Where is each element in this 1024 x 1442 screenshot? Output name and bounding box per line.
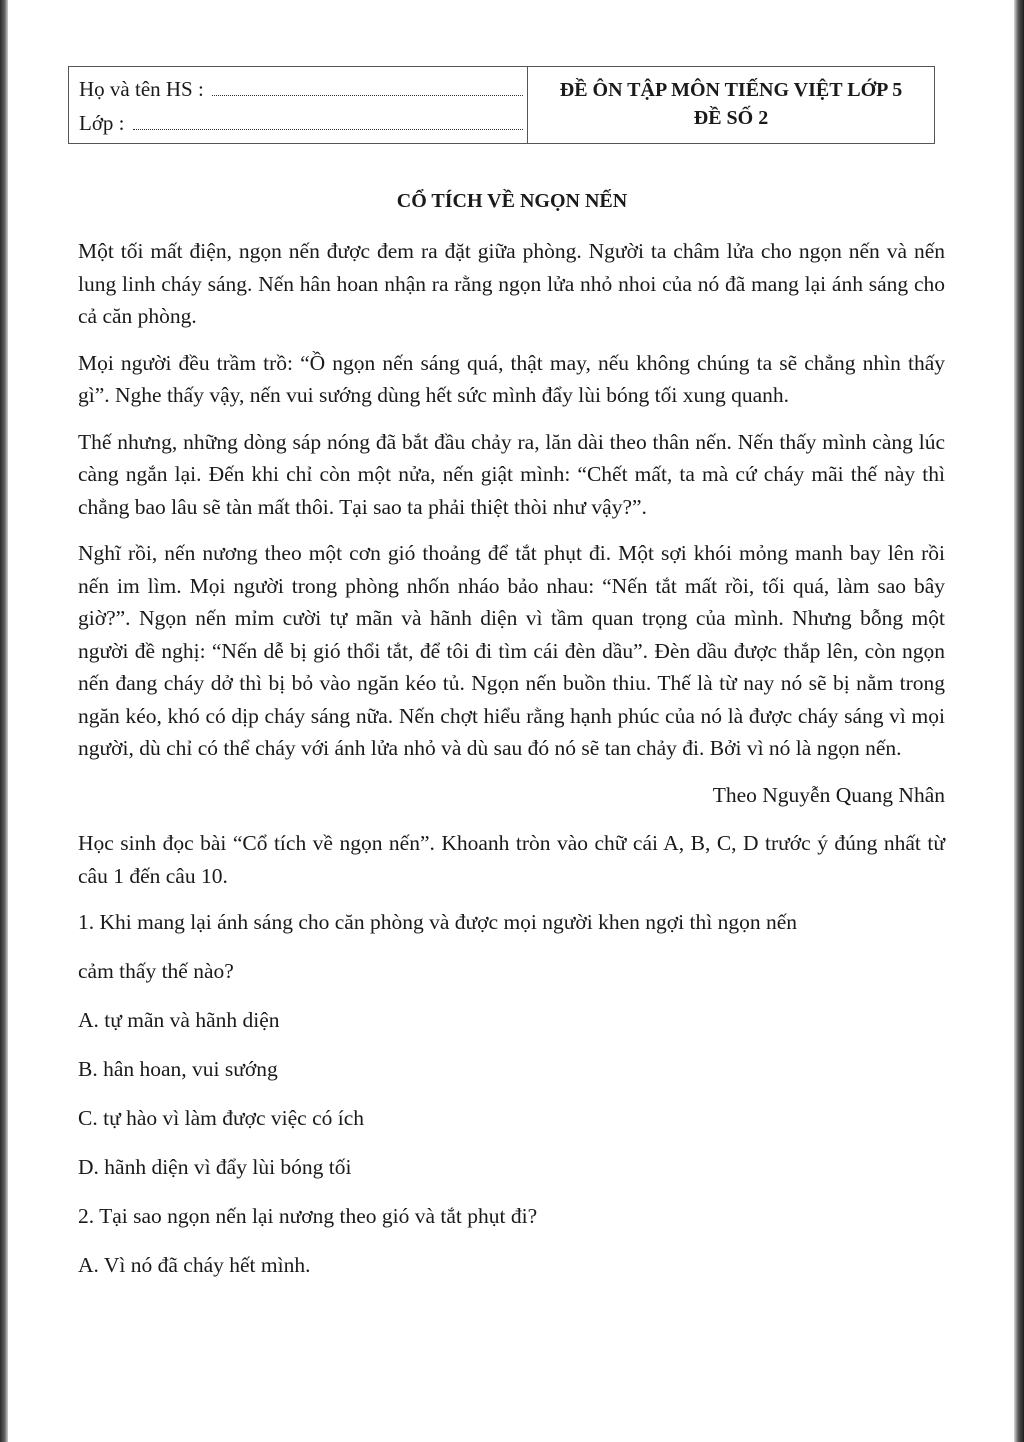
question-2-option-a[interactable]: A. Vì nó đã cháy hết mình.: [78, 1253, 311, 1277]
question-1-option-c[interactable]: C. tự hào vì làm được việc có ích: [78, 1106, 365, 1130]
exam-number: ĐỀ SỐ 2: [693, 107, 769, 129]
story-paragraph-3: Thế nhưng, những dòng sáp nóng đã bắt đầu chảy ra, lăn dài theo thân nến. Nến thấy mình càng lúc càng ngắn lại. Đến khi chỉ còn một nửa, nến giật mình: “Chết mất, ta mà cứ cháy mãi thế này thì chẳng bao lâu sẽ tàn mất thôi. Tại sao ta phải thiệt thòi như vậy?”.: [78, 429, 945, 519]
story-author: Theo Nguyễn Quang Nhân: [712, 782, 945, 807]
question-2-text: 2. Tại sao ngọn nến lại nương theo gió và tắt phụt đi?: [78, 1204, 538, 1228]
exam-title-cell: [528, 67, 934, 143]
header-table: [68, 66, 935, 144]
document-body: [78, 235, 945, 1281]
story-paragraph-1: Một tối mất điện, ngọn nến được đem ra đặt giữa phòng. Người ta châm lửa cho ngọn nến và nến lung linh cháy sáng. Nến hân hoan nhận ra rằng ngọn lửa nhỏ nhoi của nó đã mang lại ánh sáng cho cả căn phòng.: [78, 239, 945, 328]
student-class-blank[interactable]: [133, 128, 523, 130]
question-1-option-b[interactable]: B. hân hoan, vui sướng: [78, 1057, 278, 1081]
instructions: Học sinh đọc bài “Cổ tích về ngọn nến”. Khoanh tròn vào chữ cái A, B, C, D trước ý đúng nhất từ câu 1 đến câu 10.: [78, 831, 945, 888]
story-paragraph-4: Nghĩ rồi, nến nương theo một cơn gió thoảng để tắt phụt đi. Một sợi khói mỏng manh bay lên rồi nến im lìm. Mọi người trong phòng nhốn nháo bảo nhau: “Nến tắt mất rồi, tối quá, làm sao bây giờ?”. Ngọn nến mỉm cười tự mãn và hãnh diện vì tầm quan trọng của mình. Nhưng bỗng một người đề nghị: “Nến dễ bị gió thổi tắt, để tôi đi tìm cái đèn dầu”. Đèn dầu được thắp lên, còn ngọn nến đang cháy dở thì bị bỏ vào ngăn kéo tủ. Ngọn nến buồn thiu. Thế là từ nay nó sẽ bị nằm trong ngăn kéo, khó có dịp cháy sáng nữa. Nến chợt hiểu rằng hạnh phúc của nó là được cháy sáng vì mọi người, dù chỉ có thể cháy với ánh lửa nhỏ và dù sau đó nó sẽ tan chảy đi. Bởi vì nó là ngọn nến.: [78, 541, 945, 760]
student-name-label: Họ và tên HS :: [79, 77, 204, 101]
story-paragraph-2: Mọi người đều trầm trồ: “Ồ ngọn nến sáng quá, thật may, nếu không chúng ta sẽ chẳng nhìn thấy gì”. Nghe thấy vậy, nến vui sướng dùng hết sức mình đẩy lùi bóng tối xung quanh.: [78, 350, 945, 407]
question-1-option-a[interactable]: A. tự mãn và hãnh diện: [78, 1008, 280, 1032]
student-name-row: [79, 77, 523, 102]
question-1-text: 1. Khi mang lại ánh sáng cho căn phòng và được mọi người khen ngợi thì ngọn nến: [78, 910, 798, 934]
question-1-text-cont: cảm thấy thế nào?: [78, 959, 234, 983]
student-info-cell: [69, 67, 528, 143]
page-edge-right: [1014, 0, 1024, 1442]
exam-title: ĐỀ ÔN TẬP MÔN TIẾNG VIỆT LỚP 5: [559, 79, 903, 101]
student-name-blank[interactable]: [212, 94, 523, 96]
story-title: CỔ TÍCH VỀ NGỌN NẾN: [396, 190, 628, 212]
student-class-label: Lớp :: [79, 111, 125, 135]
student-class-row: [79, 111, 523, 136]
page-edge-left: [0, 0, 8, 1442]
question-1-option-d[interactable]: D. hãnh diện vì đẩy lùi bóng tối: [78, 1155, 352, 1179]
